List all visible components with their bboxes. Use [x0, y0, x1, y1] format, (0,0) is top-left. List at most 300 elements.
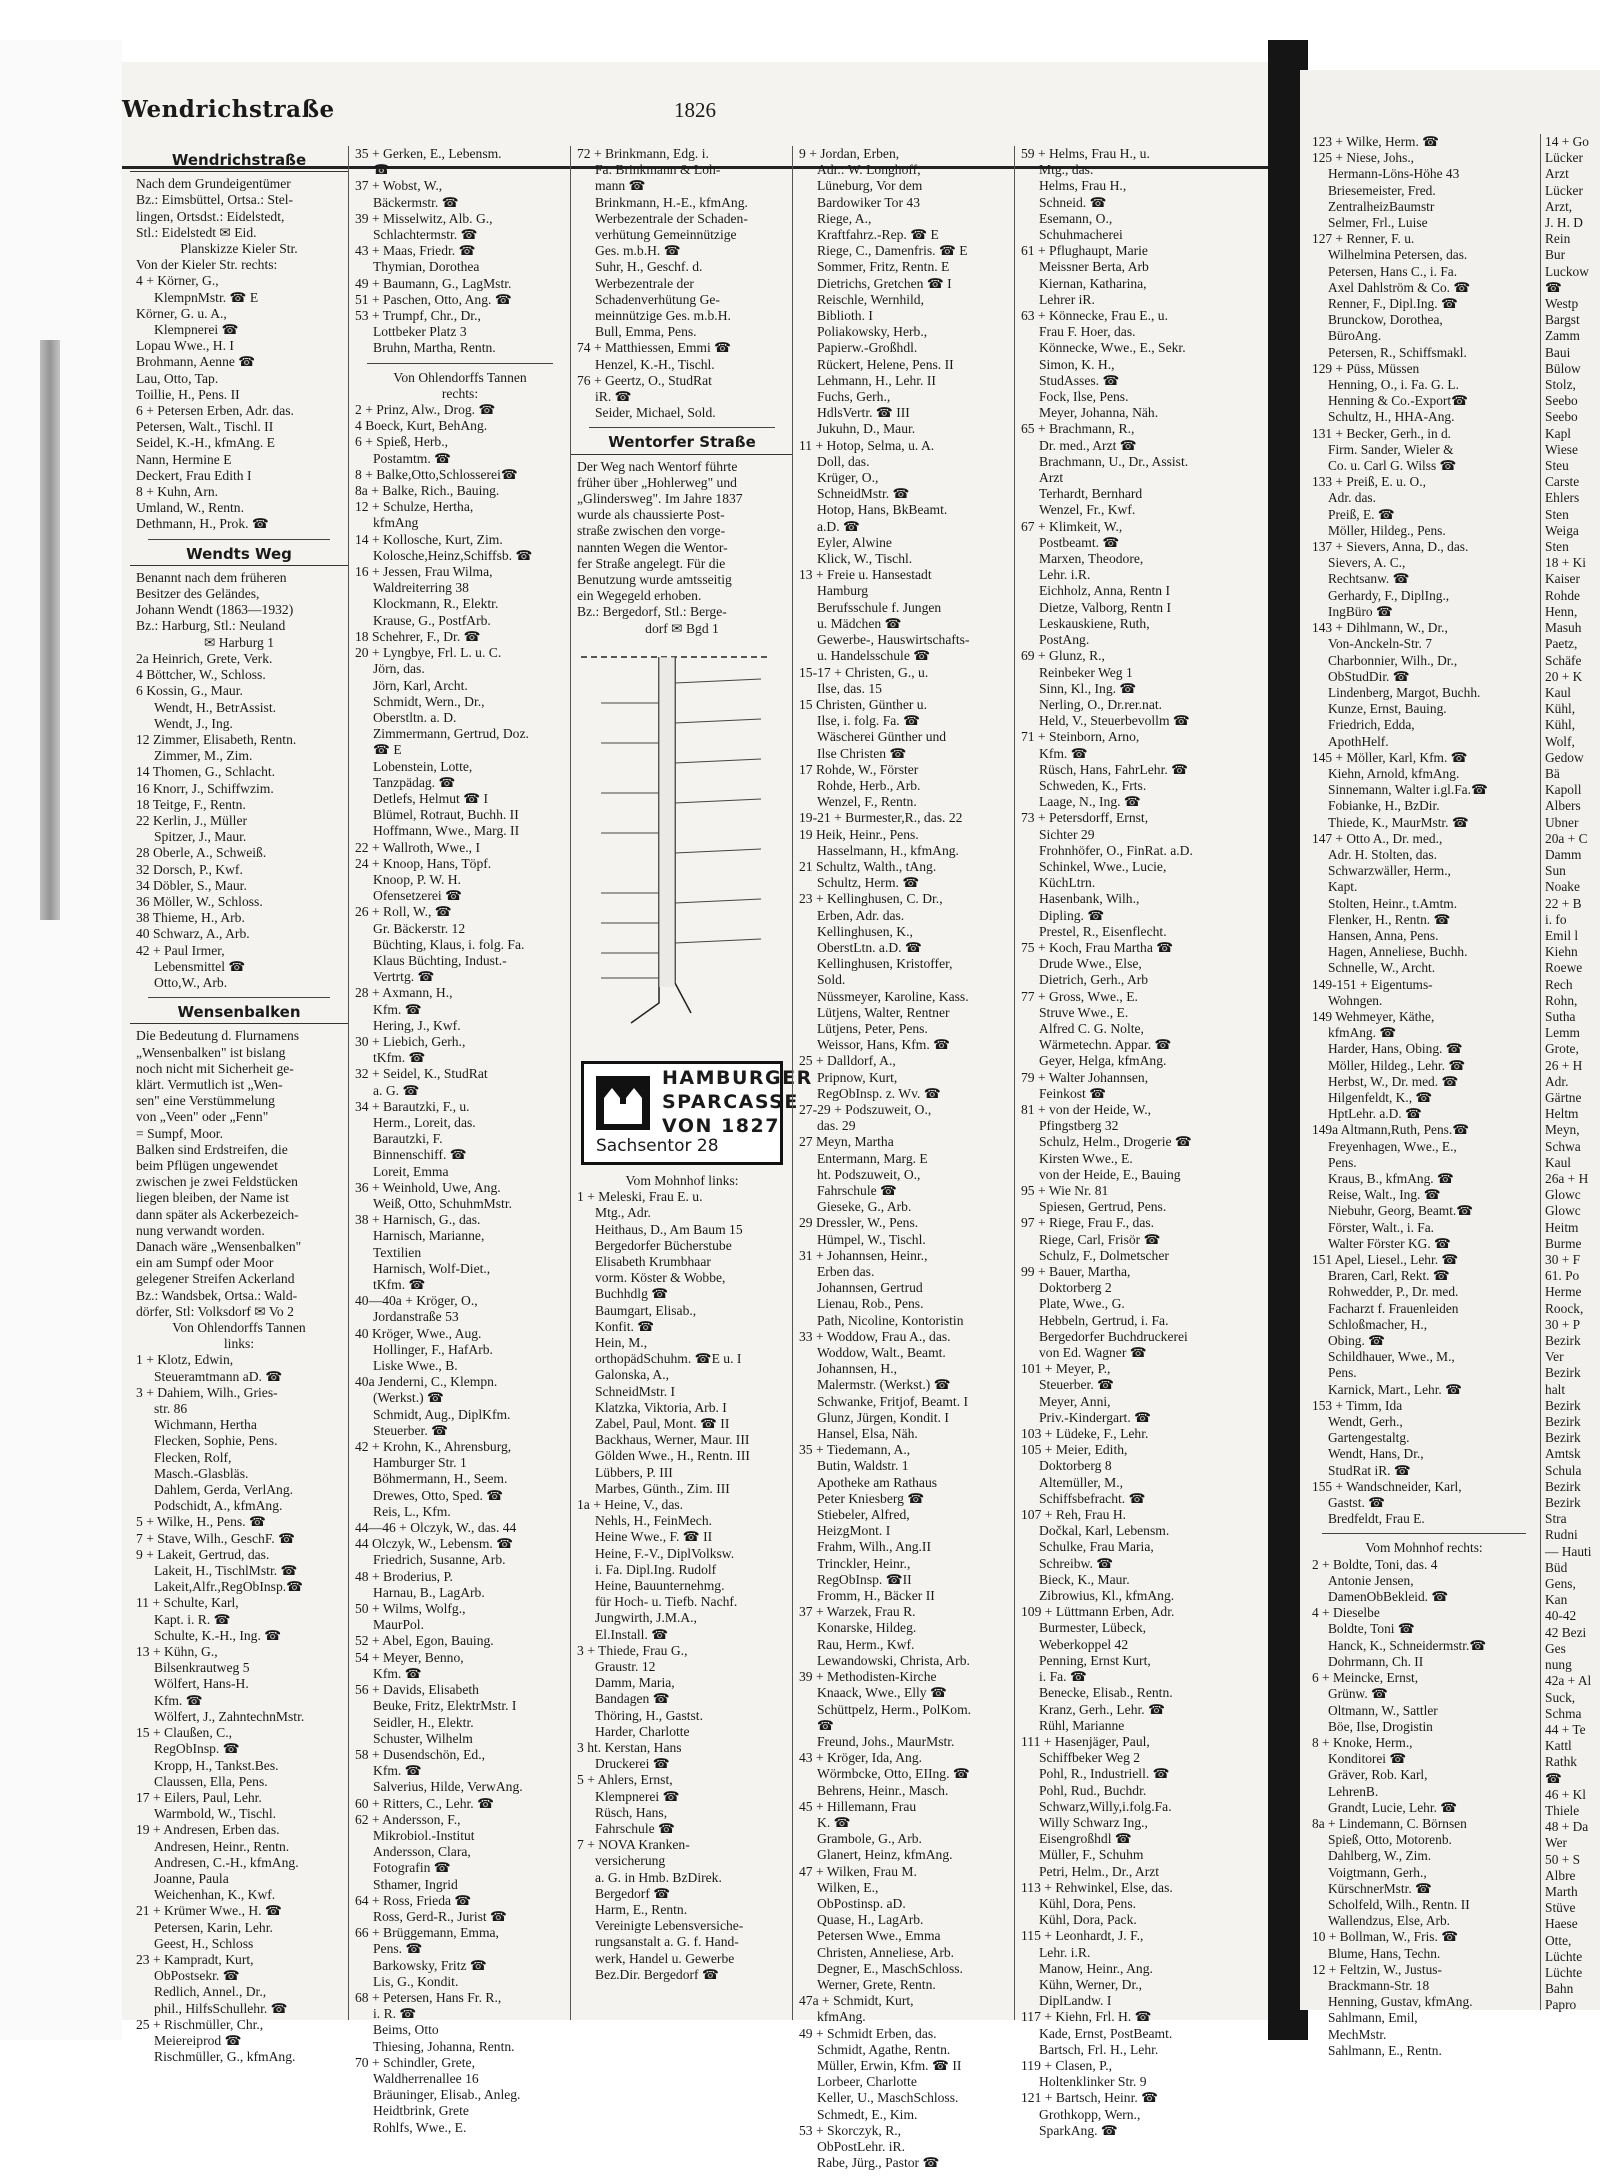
resident-entry: Pens.	[1328, 1154, 1357, 1170]
resident-entry: Liske Wwe., B.	[373, 1358, 458, 1374]
facing-column-1	[1308, 134, 1540, 2058]
house-entry: Heltm	[1545, 1106, 1579, 1122]
resident-entry: Hebbeln, Gertrud, i. Fa.	[1039, 1312, 1169, 1328]
resident-entry: Förster, Walt., i. Fa.	[1328, 1219, 1434, 1235]
house-entry: 77 + Gross, Wwe., E.	[1021, 988, 1138, 1004]
resident-entry: Sthamer, Ingrid	[373, 1876, 458, 1892]
resident-entry: Zimmermann, Gertrud, Doz.	[373, 726, 529, 742]
house-entry: Damm	[1545, 846, 1582, 862]
resident-entry: Pohl, Rud., Buchdr.	[1039, 1782, 1147, 1798]
resident-entry: Jörn, Karl, Archt.	[373, 677, 468, 693]
resident-entry: Glanert, Heinz, kfmAng.	[817, 1847, 953, 1863]
resident-entry: Entermann, Marg. E	[817, 1150, 928, 1166]
centered-note: Von Ohlendorffs Tannen	[393, 369, 527, 385]
resident-entry: Mikrobiol.-Institut	[373, 1827, 475, 1843]
resident-entry: Wölfert, Hans-H.	[154, 1676, 249, 1692]
resident-entry: Weichenhan, K., Kwf.	[154, 1887, 276, 1903]
resident-entry: Rechtsanw. ☎	[1328, 571, 1410, 587]
house-entry: 73 + Petersdorff, Ernst,	[1021, 810, 1149, 826]
resident-entry: Doktorberg 2	[1039, 1280, 1112, 1296]
section-separator	[367, 363, 553, 364]
house-entry: Kühl,	[1545, 717, 1576, 733]
resident-entry: mann ☎	[595, 178, 646, 194]
resident-entry: Meyer, Johanna, Näh.	[1039, 405, 1159, 421]
resident-entry: u. Mädchen ☎	[817, 615, 902, 631]
house-entry: Kapoll	[1545, 782, 1582, 798]
house-entry: 9 + Jordan, Erben,	[799, 146, 900, 161]
house-entry: Nann, Hermine E	[136, 451, 232, 467]
resident-entry: Drewes, Otto, Sped. ☎	[373, 1487, 504, 1503]
house-entry: 36 Möller, W., Schloss.	[136, 893, 263, 909]
resident-entry: a.D. ☎	[817, 518, 860, 534]
resident-entry: Schultz, H., HHA-Ang.	[1328, 409, 1455, 425]
resident-entry: Warmbold, W., Tischl.	[154, 1806, 277, 1822]
resident-entry: El.Install. ☎	[595, 1626, 669, 1642]
house-entry: 119 + Clasen, P.,	[1021, 2057, 1112, 2073]
resident-entry: ht. Podszuweit, O.,	[817, 1166, 921, 1182]
resident-entry: Ilse, i. folg. Fa. ☎	[817, 713, 921, 729]
resident-entry: Voigtmann, Gerh.,	[1328, 1864, 1427, 1880]
house-entry: Rohde	[1545, 587, 1580, 603]
resident-entry: Adr. das.	[1328, 490, 1376, 506]
house-entry: Seebo	[1545, 393, 1578, 409]
resident-entry: Waldreiterring 38	[373, 580, 469, 596]
house-entry: Ehlers	[1545, 490, 1580, 506]
resident-entry: Krause, G., PostfArb.	[373, 612, 491, 628]
resident-entry: Hasenbank, Wilh.,	[1039, 891, 1140, 907]
resident-entry: Pens. ☎	[373, 1941, 423, 1957]
house-entry: Deckert, Frau Edith I	[136, 467, 252, 483]
resident-entry: Kfm. ☎	[154, 1692, 203, 1708]
house-entry: 48 + Broderius, P.	[355, 1568, 453, 1584]
resident-entry: Thymian, Dorothea	[373, 259, 480, 275]
resident-entry: StudAsses. ☎	[1039, 372, 1120, 388]
house-entry: Stl.: Eidelstedt ✉ Eid.	[136, 224, 257, 240]
house-entry: Petersen, Walt., Tischl. II	[136, 419, 274, 435]
house-entry: 129 + Püss, Müssen	[1312, 360, 1420, 376]
resident-entry: Baumgart, Elisab.,	[595, 1302, 697, 1318]
house-entry: 42 + Krohn, K., Ahrensburg,	[355, 1439, 512, 1455]
house-entry: Henn,	[1545, 603, 1578, 619]
house-entry: 34 + Barautzki, F., u.	[355, 1098, 470, 1114]
house-entry: 64 + Ross, Frieda ☎	[355, 1892, 472, 1908]
resident-entry: Lebensmittel ☎	[154, 958, 246, 974]
resident-entry: ZentralheizBaumstr	[1328, 198, 1435, 214]
house-entry: 45 + Hillemann, Frau	[799, 1798, 917, 1814]
house-entry: Meyn,	[1545, 1122, 1580, 1138]
resident-entry: Peter Kniesberg ☎	[817, 1490, 925, 1506]
house-entry: Kattl	[1545, 1738, 1572, 1754]
house-entry: 30 + F	[1545, 1252, 1581, 1268]
resident-entry: Waldherrenallee 16	[373, 2070, 479, 2086]
resident-entry: tKfm. ☎	[373, 1277, 426, 1293]
resident-entry: Schulz, Helm., Drogerie ☎	[1039, 1134, 1192, 1150]
house-entry: Amtsk	[1545, 1446, 1581, 1462]
resident-entry: Wäscherei Günther und	[817, 729, 947, 745]
house-entry: 19-21 + Burmester,R., das. 22	[799, 810, 963, 826]
resident-entry: Esemann, O.,	[1039, 210, 1113, 226]
resident-entry: Drude Wwe., Else,	[1039, 956, 1142, 972]
resident-entry: Schreibw. ☎	[1039, 1555, 1114, 1571]
centered-note: Von Ohlendorffs Tannen	[172, 1320, 306, 1336]
house-entry: 137 + Sievers, Anna, D., das.	[1312, 539, 1469, 555]
resident-entry: phil., HilfsSchullehr. ☎	[154, 2000, 288, 2016]
resident-entry: Herm., Loreit, das.	[373, 1114, 476, 1130]
house-entry: 36 + Weinhold, Uwe, Ang.	[355, 1179, 501, 1195]
house-entry: sen" eine Verstümmelung	[136, 1093, 275, 1109]
resident-entry: Böhmermann, H., Seem.	[373, 1471, 508, 1487]
resident-entry: Sinnemann, Walter i.gl.Fa.☎	[1328, 782, 1488, 798]
house-entry: 39 + Methodisten-Kirche	[799, 1669, 937, 1685]
resident-entry: Sahlmann, E., Rentn.	[1328, 2042, 1442, 2058]
resident-entry: OberstLtn. a.D. ☎	[817, 939, 922, 955]
house-entry: 23 + Kampradt, Kurt,	[136, 1951, 254, 1967]
resident-entry: Schinkel, Wwe., Lucie,	[1039, 858, 1167, 874]
resident-entry: Spiesen, Gertrud, Pens.	[1039, 1199, 1167, 1215]
house-entry: Bargst	[1545, 312, 1580, 328]
house-entry: 16 + Jessen, Frau Wilma,	[355, 564, 493, 580]
house-entry: „Glindersweg". Im Jahre 1837	[577, 491, 743, 507]
resident-entry: Claussen, Ella, Pens.	[154, 1773, 268, 1789]
resident-entry: Schulke, Frau Maria,	[1039, 1539, 1154, 1555]
house-entry: Johann Wendt (1863—1932)	[136, 602, 294, 618]
resident-entry: Pfingstberg 32	[1039, 1118, 1119, 1134]
resident-entry: Fahrschule ☎	[595, 1821, 675, 1837]
house-entry: Rudni	[1545, 1527, 1578, 1543]
house-entry: Gedow	[1545, 749, 1584, 765]
house-entry: 113 + Rehwinkel, Else, das.	[1021, 1879, 1173, 1895]
resident-entry: Pohl, R., Industriell. ☎	[1039, 1766, 1170, 1782]
resident-entry: Papierw.-Großhdl.	[817, 340, 918, 356]
house-entry: Seidel, K.-H., kfmAng. E	[136, 435, 275, 451]
house-entry: Kan	[1545, 1592, 1568, 1608]
resident-entry: Keller, U., MaschSchloss.	[817, 2090, 959, 2106]
house-entry: 16 Knorr, J., Schiffwzim.	[136, 780, 274, 796]
resident-entry: ApothHelf.	[1328, 733, 1389, 749]
house-entry: 12 + Feltzin, W., Justus-	[1312, 1961, 1442, 1977]
resident-entry: Dr. med., Arzt ☎	[1039, 437, 1137, 453]
house-entry: Sten	[1545, 506, 1569, 522]
resident-entry: Zimmer, M., Zim.	[154, 748, 253, 764]
house-entry: 12 + Schulze, Hertha,	[355, 499, 474, 515]
resident-entry: Graustr. 12	[595, 1658, 656, 1674]
house-entry: 1a + Heine, V., das.	[577, 1496, 684, 1512]
house-entry: 49 + Schmidt Erben, das.	[799, 2025, 937, 2041]
resident-entry: Stiebeler, Alfred,	[817, 1507, 910, 1523]
house-entry: Otte,	[1545, 1932, 1572, 1948]
house-entry: Bezirk	[1545, 1397, 1581, 1413]
resident-entry: Wichmann, Hertha	[154, 1417, 257, 1433]
resident-entry: Rischmüller, G., kfmAng.	[154, 2049, 296, 2065]
house-entry: 40a Jenderni, C., Klempn.	[355, 1374, 498, 1390]
street-heading: Wendrichstraße	[130, 152, 348, 172]
resident-entry: Jukuhn, D., Maur.	[817, 421, 916, 437]
resident-entry: Schmidt, Aug., DiplKfm.	[373, 1406, 511, 1422]
house-entry: 18 Teitge, F., Rentn.	[136, 796, 246, 812]
resident-entry: Charbonnier, Wilh., Dr.,	[1328, 652, 1458, 668]
resident-entry: Marxen, Theodore,	[1039, 551, 1144, 567]
house-entry: 40—40a + Kröger, O.,	[355, 1293, 478, 1309]
resident-entry: Knoop, P. W. H.	[373, 871, 461, 887]
resident-entry: Gräver, Rob. Karl,	[1328, 1767, 1428, 1783]
resident-entry: Geest, H., Schloss	[154, 1935, 254, 1951]
resident-entry: str. 86	[154, 1401, 188, 1417]
house-entry: 24 + Knoop, Hans, Töpf.	[355, 855, 492, 871]
resident-entry: Sievers, A. C.,	[1328, 555, 1406, 571]
house-entry: Balken sind Erdstreifen, die	[136, 1141, 288, 1157]
resident-entry: Loreit, Emma	[373, 1163, 449, 1179]
resident-entry: Pripnow, Kurt,	[817, 1069, 898, 1085]
house-entry: = Sumpf, Moor.	[136, 1125, 223, 1141]
resident-entry: Schwanke, Fritjof, Beamt. I	[817, 1393, 969, 1409]
resident-entry: Dietrichs, Gretchen ☎ I	[817, 275, 952, 291]
house-entry: von „Veen" oder „Fenn"	[136, 1109, 269, 1125]
resident-entry: Salverius, Hilde, VerwAng.	[373, 1779, 523, 1795]
resident-entry: Grünw. ☎	[1328, 1686, 1388, 1702]
house-entry: 37 + Warzek, Frau R.	[799, 1604, 916, 1620]
house-entry: 27-29 + Podszuweit, O.,	[799, 1101, 932, 1117]
house-entry: 30 + P	[1545, 1316, 1581, 1332]
resident-entry: Petersen, R., Schiffsmakl.	[1328, 344, 1467, 360]
resident-entry: Antonie Jensen,	[1328, 1572, 1414, 1588]
resident-entry: meinnützige Ges. m.b.H.	[595, 308, 731, 324]
house-entry: Bülow	[1545, 360, 1581, 376]
house-entry: Ver	[1545, 1349, 1564, 1365]
house-entry: Glowc	[1545, 1187, 1581, 1203]
house-entry: Bahn	[1545, 1981, 1574, 1997]
resident-entry: Masch.-Glasbläs.	[154, 1465, 249, 1481]
house-entry: 20 + Lyngbye, Frl. L. u. C.	[355, 645, 502, 661]
house-entry: Bezirk	[1545, 1478, 1581, 1494]
resident-entry: KürschnerMstr. ☎	[1328, 1880, 1432, 1896]
house-entry: ein am Sumpf oder Moor	[136, 1255, 274, 1271]
column-4	[792, 146, 1015, 2171]
resident-entry: Hansel, Elsa, Näh.	[817, 1426, 918, 1442]
house-entry: 42 + Paul Irmer,	[136, 942, 225, 958]
resident-entry: Klatzka, Viktoria, Arb. I	[595, 1399, 727, 1415]
resident-entry: IngBüro ☎	[1328, 603, 1393, 619]
resident-entry: Gewerbe-, Hauswirtschafts-	[817, 632, 970, 648]
resident-entry: Lobenstein, Lotte,	[373, 758, 473, 774]
resident-entry: Geyer, Helga, kfmAng.	[1039, 1053, 1167, 1069]
resident-entry: Heidtbrink, Grete	[373, 2103, 469, 2119]
house-entry: ☎	[1545, 1770, 1562, 1786]
house-entry: 149a Altmann,Ruth, Pens.☎	[1312, 1122, 1469, 1138]
resident-entry: Kolosche,Heinz,Schiffsb. ☎	[373, 547, 533, 563]
resident-entry: PostAng.	[1039, 632, 1090, 648]
resident-entry: Druckerei ☎	[595, 1756, 670, 1772]
house-entry: 15 + Claußen, C.,	[136, 1725, 233, 1741]
resident-entry: Schiffsbefracht. ☎	[1039, 1490, 1146, 1506]
house-entry: Wer	[1545, 1835, 1567, 1851]
house-entry: 51 + Paschen, Otto, Ang. ☎	[355, 291, 512, 307]
house-entry: 59 + Helms, Frau H., u.	[1021, 146, 1150, 161]
column-3	[570, 146, 813, 2020]
resident-entry: LehrenB.	[1328, 1783, 1379, 1799]
resident-entry: Seidler, H., Elektr.	[373, 1714, 474, 1730]
resident-entry: RegObInsp. z. Wv. ☎	[817, 1085, 941, 1101]
house-entry: Burme	[1545, 1235, 1582, 1251]
resident-entry: Adr.: W. Longhoff,	[817, 162, 921, 178]
resident-entry: Kunze, Ernst, Bauing.	[1328, 701, 1447, 717]
resident-entry: a. G. ☎	[373, 1082, 420, 1098]
resident-entry: Thöring, H., Gastst.	[595, 1707, 703, 1723]
house-entry: 99 + Bauer, Martha,	[1021, 1264, 1131, 1280]
resident-entry: Fuchs, Gerh.,	[817, 389, 891, 405]
house-entry: 33 + Woddow, Frau A., das.	[799, 1328, 951, 1344]
resident-entry: Jordanstraße 53	[373, 1309, 459, 1325]
resident-entry: Biblioth. I	[817, 308, 873, 324]
house-entry: 28 Oberle, A., Schweiß.	[136, 845, 267, 861]
resident-entry: Konditorei ☎	[1328, 1751, 1407, 1767]
house-entry: Schula	[1545, 1462, 1582, 1478]
resident-entry: Blümel, Rotraut, Buchh. II	[373, 807, 519, 823]
resident-entry: Barautzki, F.	[373, 1131, 443, 1147]
resident-entry: Petersen Wwe., Emma	[817, 1928, 941, 1944]
resident-entry: Bull, Emma, Pens.	[595, 324, 697, 340]
resident-entry: Fobianke, H., BzDir.	[1328, 798, 1440, 814]
resident-entry: Kfm. ☎	[373, 1665, 422, 1681]
resident-entry: Reinbeker Weg 1	[1039, 664, 1133, 680]
house-entry: 6 + Meincke, Ernst,	[1312, 1670, 1419, 1686]
house-entry: Bur	[1545, 247, 1566, 263]
house-entry: 26 + Roll, W., ☎	[355, 904, 452, 920]
house-entry: ☎	[1545, 279, 1562, 295]
resident-entry: Brachmann, U., Dr., Assist.	[1039, 453, 1189, 469]
house-entry: 5 + Ahlers, Ernst,	[577, 1772, 673, 1788]
house-entry: 6 + Petersen Erben, Adr. das.	[136, 403, 294, 419]
house-entry: 69 + Glunz, R.,	[1021, 648, 1105, 664]
resident-entry: Binnenschiff. ☎	[373, 1147, 467, 1163]
resident-entry: Vereinigte Lebensversiche-	[595, 1918, 744, 1934]
house-entry: Albers	[1545, 798, 1581, 814]
resident-entry: Elisabeth Krumbhaar	[595, 1253, 711, 1269]
resident-entry: Boldte, Toni ☎	[1328, 1621, 1415, 1637]
resident-entry: Redlich, Annel., Dr.,	[154, 1984, 267, 2000]
house-entry: 56 + Davids, Elisabeth	[355, 1682, 479, 1698]
house-entry: Von der Kieler Str. rechts:	[136, 257, 278, 273]
resident-entry: Riege, C., Damenfris. ☎ E	[817, 243, 968, 259]
resident-entry: Leskauskiene, Ruth,	[1039, 615, 1150, 631]
resident-entry: Meiereiprod ☎	[154, 2032, 242, 2048]
house-entry: Zamm	[1545, 328, 1580, 344]
house-entry: 153 + Timm, Ida	[1312, 1397, 1403, 1413]
centered-note: rechts:	[441, 385, 479, 401]
resident-entry: Thiede, K., MaurMstr. ☎	[1328, 814, 1469, 830]
house-entry: 49 + Baumann, G., LagMstr.	[355, 275, 512, 291]
resident-entry: Co. u. Carl G. Wilss ☎	[1328, 458, 1457, 474]
resident-entry: Preiß, E. ☎	[1328, 506, 1395, 522]
resident-entry: Heine Wwe., F. ☎ II	[595, 1529, 713, 1545]
house-entry: Lopau Wwe., H. I	[136, 338, 234, 354]
resident-entry: Scholfeld, Wilh., Rentn. II	[1328, 1896, 1470, 1912]
resident-entry: Otto,W., Arb.	[154, 974, 228, 990]
resident-entry: Erben das.	[817, 1264, 875, 1280]
resident-entry: Kfm. ☎	[373, 1001, 422, 1017]
house-entry: 7 + Stave, Wilh., GeschF. ☎	[136, 1530, 296, 1546]
resident-entry: ☎	[373, 162, 390, 178]
resident-entry: Harnisch, Marianne,	[373, 1228, 485, 1244]
page-title: Wendrichstraße	[122, 96, 335, 123]
resident-entry: Dahlem, Gerda, VerlAng.	[154, 1482, 294, 1498]
house-entry: Kaiser	[1545, 571, 1580, 587]
ad-line: VON 1827	[662, 1114, 780, 1137]
house-entry: Bz.: Eimsbüttel, Ortsa.: Stel-	[136, 192, 294, 208]
centered-note: ✉ Harburg 1	[203, 634, 275, 650]
resident-entry: Helms, Frau H.,	[1039, 178, 1127, 194]
house-entry: 1 + Meleski, Frau E. u.	[577, 1189, 703, 1205]
resident-entry: Dietrich, Gerh., Arb	[1039, 972, 1149, 988]
resident-entry: Facharzt f. Frauenleiden	[1328, 1300, 1459, 1316]
house-entry: Danach wäre „Wensenbalken"	[136, 1239, 302, 1254]
resident-entry: Oltmann, W., Sattler	[1328, 1702, 1438, 1718]
resident-entry: werk, Handel u. Gewerbe	[595, 1950, 735, 1966]
house-entry: 75 + Koch, Frau Martha ☎	[1021, 939, 1174, 955]
house-entry: 3 + Thiede, Frau G.,	[577, 1642, 688, 1658]
resident-entry: Joanne, Paula	[154, 1870, 229, 1886]
house-entry: 7 + NOVA Kranken-	[577, 1837, 690, 1853]
resident-entry: Buchhdlg ☎	[595, 1286, 669, 1302]
resident-entry: Simon, K. H.,	[1039, 356, 1115, 372]
house-entry: Ubner	[1545, 814, 1579, 830]
resident-entry: Rückert, Helene, Pens. II	[817, 356, 954, 372]
resident-entry: Benecke, Elisab., Rentn.	[1039, 1685, 1173, 1701]
house-entry: Dethmann, H., Prok. ☎	[136, 516, 269, 532]
house-entry: 20 + K	[1545, 668, 1583, 684]
resident-entry: Christen, Anneliese, Arb.	[817, 1944, 955, 1960]
house-entry: 149-151 + Eigentums-	[1312, 976, 1433, 992]
house-entry: 60 + Ritters, C., Lehr. ☎	[355, 1795, 495, 1811]
resident-entry: i. R. ☎	[373, 2006, 417, 2022]
resident-entry: Pens.	[1328, 1365, 1357, 1381]
house-entry: 107 + Reh, Frau H.	[1021, 1507, 1127, 1523]
resident-entry: Müller, Erwin, Kfm. ☎ II	[817, 2057, 962, 2073]
resident-entry: Harder, Charlotte	[595, 1723, 690, 1739]
house-entry: Albre	[1545, 1867, 1576, 1883]
resident-entry: Sichter 29	[1039, 826, 1095, 842]
house-entry: 17 + Eilers, Paul, Lehr.	[136, 1789, 262, 1805]
house-entry: 103 + Lüdeke, F., Lehr.	[1021, 1426, 1149, 1442]
house-entry: 149 Wehmeyer, Käthe,	[1312, 1008, 1435, 1024]
resident-entry: Hering, J., Kwf.	[373, 1017, 461, 1033]
resident-entry: Gartengestaltg.	[1328, 1430, 1410, 1446]
house-entry: nannten Wegen die Wentor-	[577, 539, 728, 555]
resident-entry: Glunz, Jürgen, Kondit. I	[817, 1409, 949, 1425]
ad-address: Sachsentor 28	[596, 1135, 719, 1156]
resident-entry: Schmidt, Agathe, Rentn.	[817, 2041, 951, 2057]
house-entry: Rein	[1545, 231, 1571, 247]
house-entry: 155 + Wandschneider, Karl,	[1312, 1478, 1462, 1494]
resident-entry: Kropp, H., Tankst.Bes.	[154, 1757, 279, 1773]
resident-entry: Wendt, Gerh.,	[1328, 1414, 1403, 1430]
resident-entry: Wörmbcke, Otto, EIIng. ☎	[817, 1766, 970, 1782]
resident-entry: Beims, Otto	[373, 2022, 439, 2038]
house-entry: Rech	[1545, 976, 1573, 992]
resident-entry: Rüsch, Hans, FahrLehr. ☎	[1039, 761, 1189, 777]
resident-entry: Weissor, Hans, Kfm. ☎	[817, 1037, 951, 1053]
street-sketch-map	[571, 643, 793, 1053]
house-entry: 15 Christen, Günther u.	[799, 696, 927, 712]
resident-entry: Suhr, H., Geschf. d.	[595, 259, 703, 275]
resident-entry: Steuerber. ☎	[1039, 1377, 1115, 1393]
resident-entry: Rohde, Herb., Arb.	[817, 777, 921, 793]
house-entry: Sun	[1545, 863, 1566, 879]
resident-entry: Adr. H. Stolten, das.	[1328, 846, 1437, 862]
resident-entry: Held, V., Steuerbevollm ☎	[1039, 713, 1190, 729]
house-entry: 76 + Geertz, O., StudRat	[577, 372, 712, 388]
house-entry: 101 + Meyer, P.,	[1021, 1361, 1111, 1377]
house-entry: Kiehn	[1545, 944, 1578, 960]
